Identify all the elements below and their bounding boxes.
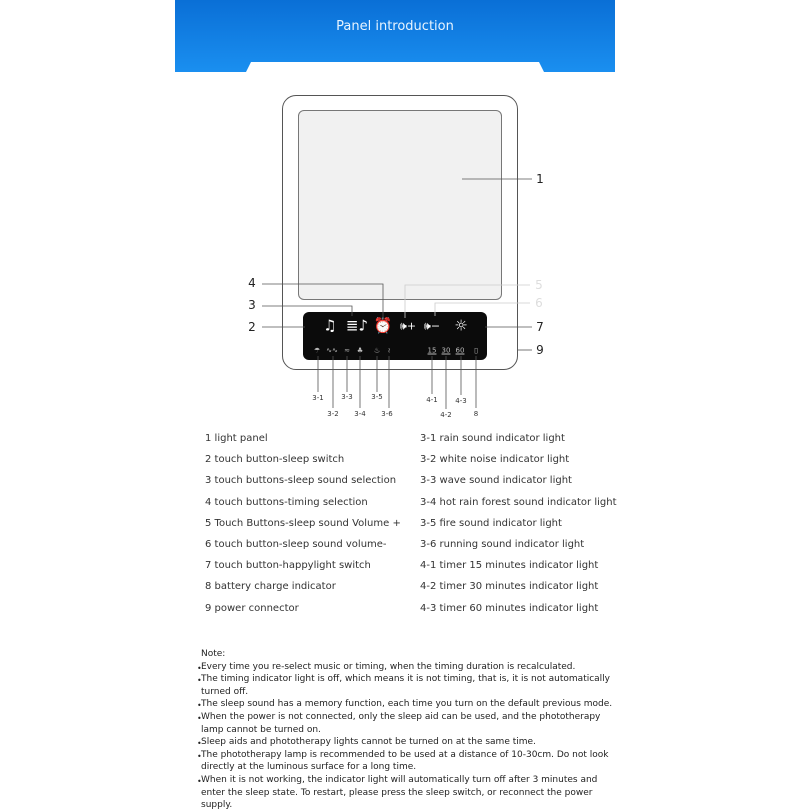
legend-item-left: 5 Touch Buttons-sleep sound Volume + <box>205 517 401 529</box>
legend-item-left: 2 touch button-sleep switch <box>205 454 345 466</box>
legend-item-right: 3-1 rain sound indicator light <box>420 433 565 444</box>
sub-label: 3-2 <box>327 410 339 418</box>
note-line: • The phototherapy lamp is recommended to be used at a distance of 10-30cm. Do not look directly at the luminous surface for a long time. <box>201 749 621 774</box>
callout-2: 2 <box>248 320 256 334</box>
timer-30-indicator: 30 <box>441 346 451 355</box>
legend-item-right: 4-1 timer 15 minutes indicator light <box>420 560 599 572</box>
callout-4: 4 <box>248 276 256 290</box>
forest-icon: ♣ <box>356 346 364 355</box>
legend-item-left: 6 touch button-sleep sound volume- <box>205 539 387 550</box>
volume-up-icon[interactable]: 🕪+ <box>399 319 417 333</box>
legend-item-right: 3-6 running sound indicator light <box>420 539 585 550</box>
notes-title: Note: <box>201 649 226 659</box>
music-icon[interactable]: ♫ <box>323 316 337 335</box>
notes-section <box>201 648 621 812</box>
playlist-icon[interactable]: ≣♪ <box>345 316 369 335</box>
note-line: • The timing indicator light is off, which means it is not timing, that is, it is not automatically turned off. <box>201 673 621 698</box>
note-line: • The sleep sound has a memory function, each time you turn on the default previous mode. <box>201 698 621 711</box>
page-title: Panel introduction <box>336 19 454 34</box>
callout-9: 9 <box>536 343 544 357</box>
callout-1: 1 <box>536 172 544 186</box>
sub-label: 4-1 <box>426 396 438 404</box>
legend-item-left: 7 touch button-happylight switch <box>205 560 371 572</box>
legend-item-left: 3 touch buttons-sleep sound selection <box>205 475 397 487</box>
sub-label: 4-2 <box>440 411 452 419</box>
running-water-icon: ≀ <box>387 346 391 355</box>
lightbulb-icon[interactable]: ☼ <box>454 316 468 335</box>
legend-item-right: 3-2 white noise indicator light <box>420 454 570 466</box>
alarm-clock-icon[interactable]: ⏰ <box>373 316 393 335</box>
callout-7: 7 <box>536 320 544 334</box>
note-line: • When it is not working, the indicator light will automatically turn off after 3 minutes and enter the sleep state. To restart, please press the sleep switch, or reconnect the power supply. <box>201 774 621 812</box>
sub-label: 3-6 <box>381 410 393 418</box>
sub-label: 8 <box>473 410 479 418</box>
legend-item-left: 8 battery charge indicator <box>205 581 336 593</box>
legend-item-left: 9 power connector <box>205 602 299 614</box>
sub-label: 3-5 <box>371 393 383 401</box>
volume-down-icon[interactable]: 🕪− <box>423 319 441 333</box>
callout-6: 6 <box>535 296 543 310</box>
note-line: • Sleep aids and phototherapy lights cannot be turned on at the same time. <box>201 736 621 749</box>
legend-item-right: 4-3 timer 60 minutes indicator light <box>420 602 599 614</box>
legend-item-right: 3-5 fire sound indicator light <box>420 517 562 529</box>
wave-icon: ≈ <box>344 346 350 355</box>
rain-icon: ☂ <box>313 346 321 355</box>
sub-label: 3-3 <box>341 393 353 401</box>
legend-item-left: 4 touch buttons-timing selection <box>205 496 368 508</box>
note-line: • Every time you re-select music or timing, when the timing duration is recalculated. <box>201 661 621 674</box>
legend-item-right: 4-2 timer 30 minutes indicator light <box>420 581 599 593</box>
timer-15-indicator: 15 <box>427 346 437 355</box>
callout-3: 3 <box>248 298 256 312</box>
timer-60-indicator: 60 <box>455 346 465 355</box>
legend-item-right: 3-4 hot rain forest sound indicator light <box>420 496 617 508</box>
sub-label: 3-4 <box>354 410 366 418</box>
fire-icon: ♨ <box>373 346 381 355</box>
legend-item-left: 1 light panel <box>205 433 268 444</box>
sub-label: 4-3 <box>455 397 467 405</box>
battery-icon: ▯ <box>474 346 478 355</box>
white-noise-icon: ∿∿ <box>326 346 338 355</box>
callout-5: 5 <box>535 278 543 292</box>
note-line: • When the power is not connected, only the sleep aid can be used, and the phototherapy lamp cannot be turned on. <box>201 711 621 736</box>
legend-item-right: 3-3 wave sound indicator light <box>420 475 572 487</box>
sub-label: 3-1 <box>312 394 324 402</box>
